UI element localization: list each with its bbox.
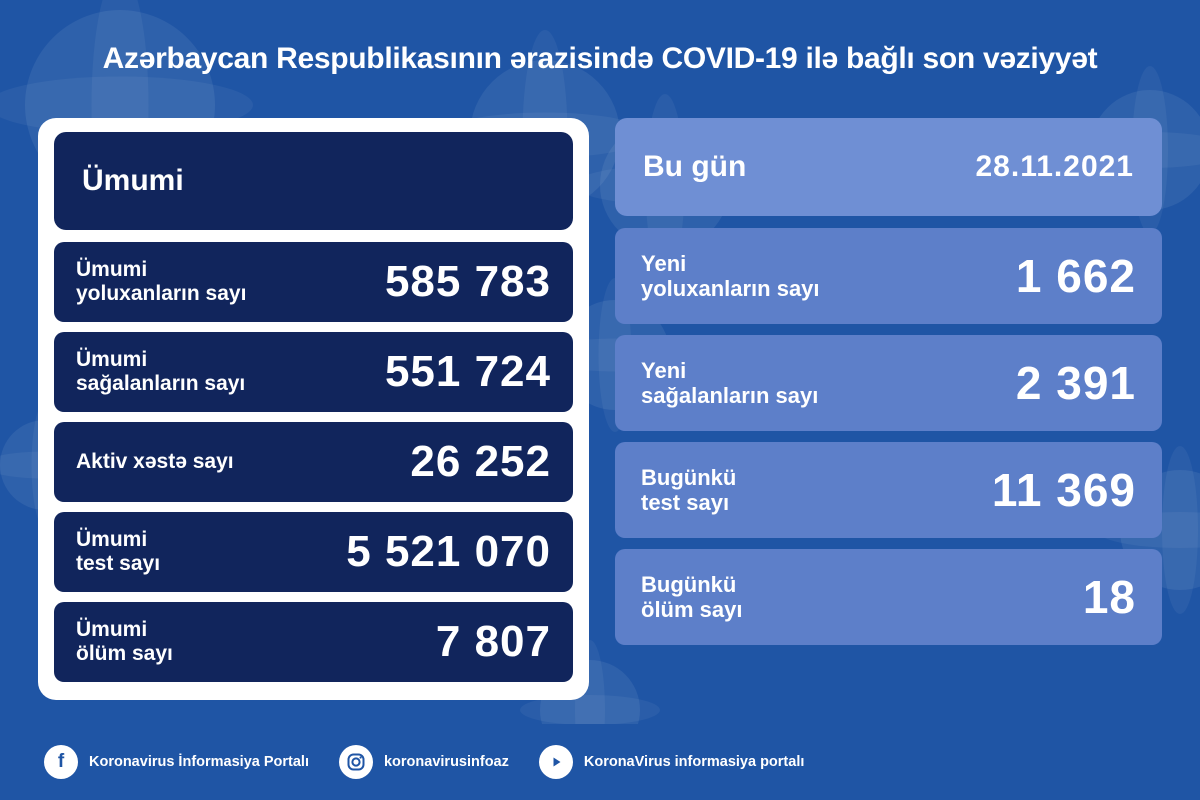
instagram-icon — [339, 745, 373, 779]
label-line-2: ölüm sayı — [641, 597, 743, 622]
total-row-cases — [54, 242, 573, 322]
total-row-tests-value: 5 521 070 — [346, 527, 551, 576]
social-facebook[interactable] — [44, 745, 309, 779]
today-rows — [615, 228, 1162, 645]
label-line-1: Aktiv xəstə sayı — [76, 449, 234, 473]
total-row-active-label — [76, 450, 234, 474]
today-row-tests — [615, 442, 1162, 538]
label-line-1: Ümumi — [76, 617, 148, 641]
label-line-2: test sayı — [641, 490, 730, 515]
total-row-recovered-value: 551 724 — [384, 347, 551, 396]
total-row-active-value: 26 252 — [410, 437, 551, 486]
label-line-1: Yeni — [641, 250, 687, 276]
today-row-deaths-value: 18 — [1082, 571, 1136, 623]
label-line-1: Yeni — [641, 357, 687, 383]
total-row-recovered — [54, 332, 573, 412]
panels-container — [38, 118, 1162, 700]
page-title: Azərbaycan Respublikasının ərazisində COVID-19 ilə bağlı son vəziyyət — [102, 42, 1098, 75]
total-row-deaths-label — [76, 618, 173, 666]
today-row-deaths-label — [641, 572, 742, 623]
total-row-deaths — [54, 602, 573, 682]
today-panel-header — [615, 118, 1162, 216]
total-panel — [38, 118, 589, 700]
today-row-new-recovered-label — [641, 358, 818, 409]
footer — [0, 724, 1200, 800]
today-row-new-recovered — [615, 335, 1162, 431]
total-row-active — [54, 422, 573, 502]
total-row-tests — [54, 512, 573, 592]
total-panel-header — [54, 132, 573, 230]
label-line-2: test sayı — [76, 552, 161, 575]
label-line-2: yoluxanların sayı — [641, 276, 820, 301]
today-panel-header-label: Bu gün — [643, 150, 747, 183]
label-line-2: sağalanların sayı — [641, 383, 819, 408]
social-youtube[interactable] — [539, 745, 805, 779]
total-row-recovered-label — [76, 348, 245, 396]
today-row-new-cases-label — [641, 251, 820, 302]
today-row-tests-label — [641, 465, 736, 516]
today-row-new-cases — [615, 228, 1162, 324]
total-row-tests-label — [76, 528, 160, 576]
label-line-1: Ümumi — [76, 527, 148, 551]
label-line-2: sağalanların sayı — [76, 372, 246, 395]
social-facebook-label: Koronavirus İnformasiya Portalı — [89, 754, 309, 770]
today-row-new-cases-value: 1 662 — [1015, 250, 1136, 302]
social-youtube-label: KoronaVirus informasiya portalı — [583, 754, 805, 770]
label-line-1: Bugünkü — [641, 464, 737, 490]
total-panel-header-label: Ümumi — [82, 164, 184, 197]
label-line-1: Ümumi — [76, 347, 148, 371]
total-rows — [54, 242, 573, 682]
total-row-deaths-value: 7 807 — [435, 617, 551, 666]
social-instagram-label: koronavirusinfoaz — [383, 754, 509, 770]
label-line-2: yoluxanların sayı — [76, 282, 247, 305]
total-row-cases-value: 585 783 — [384, 257, 551, 306]
label-line-1: Bugünkü — [641, 571, 737, 597]
total-row-cases-label — [76, 258, 246, 306]
facebook-icon: f — [44, 745, 78, 779]
label-line-1: Ümumi — [76, 257, 148, 281]
today-panel — [615, 118, 1162, 700]
today-row-deaths — [615, 549, 1162, 645]
youtube-icon — [539, 745, 573, 779]
today-row-tests-value: 11 369 — [991, 464, 1136, 516]
label-line-2: ölüm sayı — [76, 642, 173, 665]
today-panel-date: 28.11.2021 — [975, 150, 1134, 183]
social-instagram[interactable] — [339, 745, 509, 779]
today-row-new-recovered-value: 2 391 — [1015, 357, 1136, 409]
